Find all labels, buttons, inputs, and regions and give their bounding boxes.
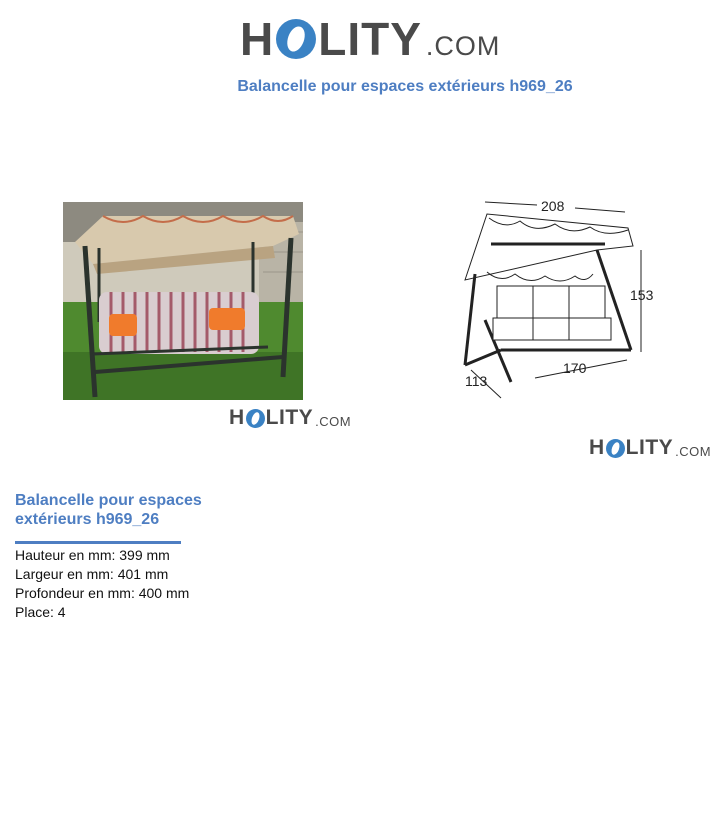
spec-depth: Profondeur en mm: 400 mm: [15, 585, 190, 601]
title-divider: [15, 541, 181, 544]
logo-o-icon: [606, 439, 625, 458]
spec-places: Place: 4: [15, 604, 66, 620]
product-photo: [63, 202, 303, 400]
logo-letters-lity: LITY: [318, 13, 422, 65]
logo-letter-h: H: [229, 406, 245, 429]
logo-com: .COM: [315, 413, 352, 429]
logo-letters-lity: LITY: [625, 436, 674, 459]
spec-width: Largeur en mm: 401 mm: [15, 566, 169, 582]
page-title: Balancelle pour espaces extérieurs h969_26: [237, 78, 573, 95]
product-title-line1: Balancelle pour espaces: [15, 492, 202, 509]
dim-width-label: 208: [541, 198, 565, 214]
logo-letters-lity: LITY: [265, 406, 314, 429]
logo-letter-h: H: [589, 436, 605, 459]
logo-com: .COM: [675, 443, 712, 459]
swing-photo-image: [63, 202, 303, 400]
logo-com: .COM: [425, 30, 501, 61]
dim-seat-label: 170: [563, 360, 587, 376]
spec-list: [15, 546, 189, 622]
product-title: [15, 491, 245, 529]
holity-logo-small-photo: [229, 405, 351, 431]
swing-drawing-image: [445, 190, 665, 405]
dim-height-label: 153: [630, 287, 654, 303]
dim-depth-label: 113: [465, 373, 488, 389]
logo-o-icon: [276, 19, 316, 59]
spec-height: Hauteur en mm: 399 mm: [15, 547, 170, 563]
logo-letter-h: H: [240, 13, 275, 65]
holity-logo[interactable]: [240, 12, 500, 66]
product-title-line2: extérieurs h969_26: [15, 511, 160, 528]
technical-drawing: [445, 190, 665, 405]
logo-o-icon: [246, 409, 265, 428]
holity-logo-small-drawing: [589, 435, 711, 461]
